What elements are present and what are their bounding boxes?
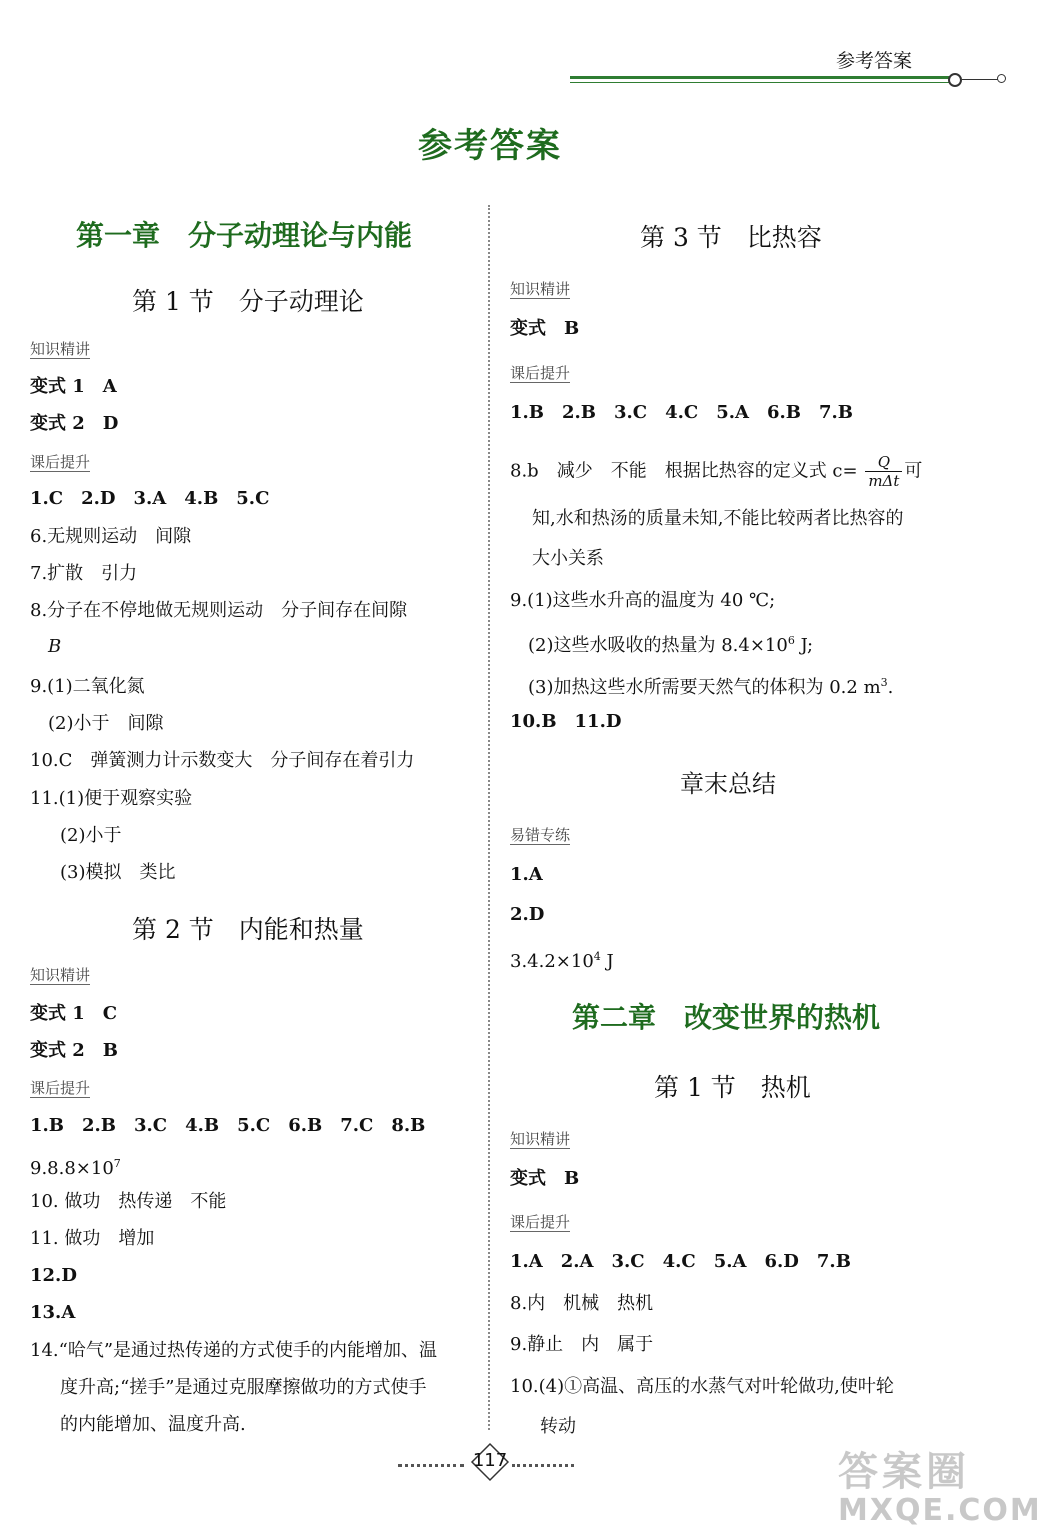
- section-heading: 章末总结: [680, 770, 776, 798]
- answer-line: (3)加热这些水所需要天然气的体积为 0.2 $m^3$.: [528, 676, 894, 698]
- answer-line: 变式 2 D: [30, 413, 119, 434]
- answer-line: B: [48, 636, 62, 657]
- answer-line: 8.b 减少 不能 根据比热容的定义式 c= Q mΔt 可: [510, 453, 923, 490]
- footer-dots-left: [398, 1464, 464, 1467]
- answer-line: 变式 1 A: [30, 376, 117, 397]
- fraction-denominator: mΔt: [868, 472, 900, 490]
- answer-line: 10.(4)①高温、高压的水蒸气对叶轮做功,使叶轮: [510, 1376, 894, 1397]
- answer-line: (2)小于 间隙: [48, 713, 164, 734]
- section-tag: 课后提升: [30, 453, 91, 471]
- answer-line: $9.8.8\times 10^7$: [30, 1157, 121, 1179]
- section-tag: 知识精讲: [510, 280, 571, 298]
- header-rule-thin: [570, 82, 950, 83]
- answer-line: 变式 B: [510, 318, 580, 339]
- answer-line: 变式 2 B: [30, 1040, 119, 1061]
- answer-line: $3.4.2\times 10^4$ J: [510, 950, 614, 972]
- answer-line: 大小关系: [532, 548, 604, 569]
- watermark-url: MXQE.COM: [838, 1493, 1042, 1528]
- answer-line: 知,水和热汤的质量未知,不能比较两者比热容的: [532, 508, 904, 529]
- answer-line: (2)这些水吸收的热量为 $8.4\times 10^6$ J;: [528, 634, 814, 656]
- watermark-logo: [838, 1440, 1048, 1530]
- chapter-heading: 第二章 改变世界的热机: [572, 1001, 881, 1034]
- answer-line: 2.D: [510, 904, 545, 925]
- answer-line: 的内能增加、温度升高.: [60, 1414, 246, 1435]
- answer-line: 度升高;“搓手”是通过克服摩擦做功的方式使手: [60, 1377, 427, 1398]
- answer-line: 9.静止 内 属于: [510, 1334, 654, 1355]
- section-tag: 课后提升: [510, 1213, 571, 1231]
- answer-line: 1.B 2.B 3.C 4.B 5.C 6.B 7.C 8.B: [30, 1115, 426, 1136]
- answer-line: 11. 做功 增加: [30, 1228, 155, 1249]
- section-tag: 课后提升: [30, 1079, 91, 1097]
- header-circle-ornament: [948, 73, 962, 87]
- section-heading: 第 2 节 内能和热量: [132, 915, 364, 944]
- header-circle-ornament-small: [997, 74, 1006, 83]
- answer-line: 转动: [540, 1416, 576, 1437]
- answer-line: 8.分子在不停地做无规则运动 分子间存在间隙: [30, 600, 408, 621]
- section-heading: 第 1 节 热机: [654, 1073, 811, 1102]
- footer-dots-right: [512, 1464, 574, 1467]
- answer-line: (2)小于: [60, 825, 122, 846]
- watermark-text: 答案圈: [838, 1449, 970, 1495]
- answer-line: 10.C 弹簧测力计示数变大 分子间存在着引力: [30, 750, 415, 771]
- page-title: 参考答案: [418, 126, 562, 166]
- answer-line: 9.(1)二氧化氮: [30, 676, 145, 697]
- answer-line: 9.(1)这些水升高的温度为 40 ℃;: [510, 590, 776, 611]
- section-heading: 第 3 节 比热容: [640, 223, 822, 252]
- answer-line: 变式 1 C: [30, 1003, 118, 1024]
- fraction-numerator: Q: [865, 453, 902, 472]
- answer-line: 1.A: [510, 864, 543, 885]
- section-tag: 知识精讲: [30, 340, 91, 358]
- section-tag: 知识精讲: [510, 1130, 571, 1148]
- answer-line: 12.D: [30, 1265, 77, 1286]
- answer-line: 13.A: [30, 1302, 76, 1323]
- answer-line: (3)模拟 类比: [60, 862, 176, 883]
- answer-line: 10.B 11.D: [510, 711, 622, 732]
- answer-line: 1.B 2.B 3.C 4.C 5.A 6.B 7.B: [510, 402, 854, 423]
- page-number: 117: [472, 1450, 508, 1471]
- section-tag: 课后提升: [510, 364, 571, 382]
- answer-line: 8.内 机械 热机: [510, 1293, 654, 1314]
- answer-line: 14.“哈气”是通过热传递的方式使手的内能增加、温: [30, 1340, 438, 1361]
- section-tag: 易错专练: [510, 826, 571, 844]
- running-header: 参考答案: [836, 50, 913, 72]
- section-heading: 第 1 节 分子动理论: [132, 287, 364, 316]
- header-rule: [570, 76, 950, 79]
- header-ornament-line: [962, 79, 998, 80]
- answer-line: 6.无规则运动 间隙: [30, 526, 192, 547]
- section-tag: 知识精讲: [30, 966, 91, 984]
- answer-line: 7.扩散 引力: [30, 563, 138, 584]
- answer-line: 1.C 2.D 3.A 4.B 5.C: [30, 488, 270, 509]
- column-divider: [488, 205, 490, 1430]
- chapter-heading: 第一章 分子动理论与内能: [76, 219, 413, 252]
- answer-line: 11.(1)便于观察实验: [30, 788, 193, 809]
- answer-line: 1.A 2.A 3.C 4.C 5.A 6.D 7.B: [510, 1251, 851, 1272]
- answer-line: 变式 B: [510, 1168, 580, 1189]
- answer-line: 10. 做功 热传递 不能: [30, 1191, 227, 1212]
